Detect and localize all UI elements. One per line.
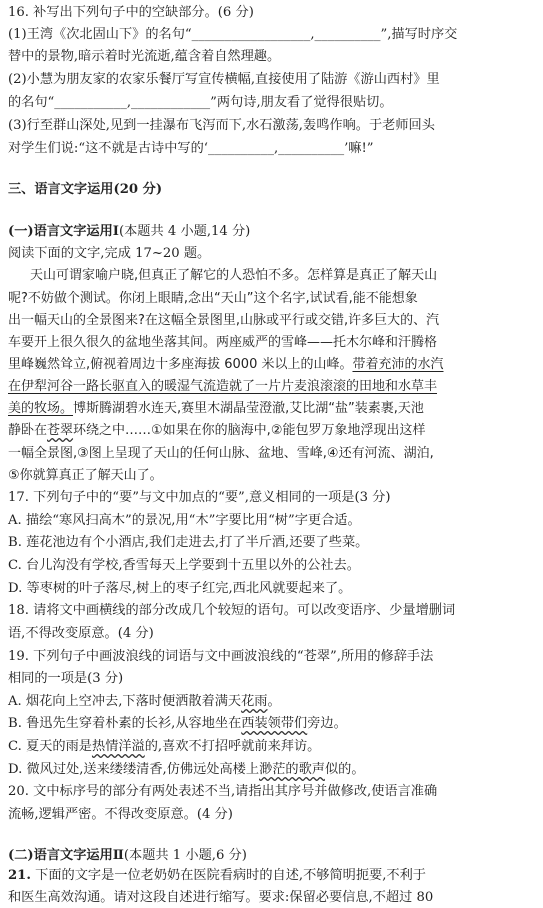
q19-option-a	[8, 692, 281, 712]
q19-option-a-end: 。	[267, 694, 281, 709]
q19-option-d-end: 似的。	[325, 762, 365, 777]
passage-line-2: 呢?不妨做个测试。你闭上眼睛,念出“天山”这个名字,试试看,能不能想象	[8, 291, 418, 306]
wavy-word-cangcui: 苍翠	[47, 423, 74, 438]
wavy-word-d: 渺茫的歌声	[259, 762, 325, 777]
q21-line-1	[8, 866, 426, 886]
wavy-word-b: 西装领带们	[241, 716, 308, 731]
q21-line-2: 和医生高效沟通。请对这段自述进行缩写。要求:保留必要信息,不超过 80	[8, 890, 434, 905]
q21-line-1-text: 下面的文字是一位老奶奶在医院看病时的自述,不够简明扼要,不利于	[30, 868, 426, 883]
underlined-sentence-middle: 在伊犁河谷一路长驱直入的暖湿气流造就了一片片麦浪滚滚的田地和水草丰	[8, 379, 438, 394]
part-2-heading	[8, 846, 247, 866]
q20-line-2: 流畅,逻辑严密。不得改变原意。(4 分)	[8, 807, 233, 822]
q16-line-3: (2)小慧为朋友家的农家乐餐厅写宣传横幅,直接使用了陆游《游山西村》里	[8, 72, 440, 87]
passage-line-8-rest: 环绕之中……①如果在你的脑海中,②能包罗万象地浮现出这样	[73, 423, 426, 438]
q16-line-5: (3)行至群山深处,见到一挂瀑布飞泻而下,水石激荡,轰鸣作响。于老师回头	[8, 118, 435, 133]
q19-option-b	[8, 714, 347, 734]
q19-option-c	[8, 737, 320, 757]
q17-option-c: C. 台儿沟没有学校,香雪每天上学要到十五里以外的公社去。	[8, 558, 360, 573]
passage-line-5-plain: 里峰巍然耸立,俯视着周边十多座海拔 6000 米以上的山峰。	[8, 357, 353, 372]
q18-line-2: 语,不得改变原意。(4 分)	[8, 626, 154, 641]
q19-line-1: 19. 下列句子中画波浪线的词语与文中画波浪线的“苍翠”,所用的修辞手法	[8, 649, 434, 664]
passage-line-7	[8, 399, 424, 419]
q16-line-2: 替中的景物,暗示着时光流逝,蕴含着自然理趣。	[8, 49, 281, 64]
part-2-meta: (本题共 1 小题,6 分)	[123, 848, 247, 863]
q20-line-1: 20. 文中标序号的部分有两处表述不当,请指出其序号并做修改,使语言准确	[8, 784, 438, 799]
q19-option-c-text: C. 夏天的雨是	[8, 739, 92, 754]
q19-option-c-end: 的,喜欢不打招呼就前来拜访。	[144, 739, 321, 754]
part-1-heading	[8, 222, 250, 242]
q19-line-2: 相同的一项是(3 分)	[8, 671, 124, 686]
passage-line-3: 出一幅天山的全景图来?在这幅全景图里,山脉或平行或交错,许多巨大的、汽	[8, 313, 440, 328]
q17-stem: 17. 下列句子中的“要”与文中加点的“要”,意义相同的一项是(3 分)	[8, 490, 391, 505]
q17-option-a: A. 描绘“寒风扫高木”的景况,用“木”字要比用“树”字更合适。	[8, 513, 361, 528]
q16-title: 16. 补写出下列句子中的空缺部分。(6 分)	[8, 5, 254, 20]
q16-line-4: 的名句“___________,____________”两句诗,朋友看了觉得很贴切。	[8, 95, 393, 110]
passage-line-8	[8, 421, 425, 441]
passage-line-7-plain: 博斯腾湖碧水连天,赛里木湖晶莹澄澈,艾比湖“盐”装素裹,天池	[73, 401, 424, 416]
part-1-intro: 阅读下面的文字,完成 17~20 题。	[8, 246, 211, 261]
passage-line-10: ⑤你就算真正了解天山了。	[8, 468, 163, 483]
underlined-sentence-end: 美的牧场。	[8, 401, 74, 416]
wavy-word-a: 花雨	[241, 694, 268, 709]
q19-option-d	[8, 760, 365, 780]
part-2-title: (二)语言文字运用Ⅱ	[8, 848, 124, 863]
q17-option-d: D. 等枣树的叶子落尽,树上的枣子红完,西北风就要起来了。	[8, 581, 352, 596]
q21-number: 21.	[8, 868, 31, 883]
passage-line-8-start: 静卧在	[8, 423, 48, 438]
q17-option-b: B. 莲花池边有个小酒店,我们走进去,打了半斤酒,还要了些菜。	[8, 535, 369, 550]
underlined-sentence-start: 带着充沛的水汽	[352, 357, 444, 372]
section-3-heading: 三、语言文字运用(20 分)	[8, 182, 163, 197]
passage-line-4: 车要开上很久很久的盆地坐落其间。两座威严的雪峰——托木尔峰和汗腾格	[8, 335, 438, 350]
q16-line-1: (1)王湾《次北固山下》的名句“__________________,__________”,描写时序交	[8, 27, 458, 42]
q19-option-b-end: 旁边。	[307, 716, 347, 731]
q19-option-b-text: B. 鲁迅先生穿着朴素的长衫,从容地坐在	[8, 716, 242, 731]
part-1-meta: (本题共 4 小题,14 分)	[118, 224, 251, 239]
passage-line-1: 天山可谓家喻户晓,但真正了解它的人恐怕不多。怎样算是真正了解天山	[30, 268, 438, 283]
part-1-title: (一)语言文字运用Ⅰ	[8, 224, 119, 239]
q18-line-1: 18. 请将文中画横线的部分改成几个较短的语句。可以改变语序、少量增删词	[8, 603, 456, 618]
passage-line-9: 一幅全景图,③图上呈现了天山的任何山脉、盆地、雪峰,④还有河流、湖泊,	[8, 446, 434, 461]
passage-line-5	[8, 355, 444, 375]
wavy-word-c: 热情洋溢	[91, 739, 145, 754]
q19-option-a-text: A. 烟花向上空冲去,下落时便洒散着满天	[8, 694, 242, 709]
q16-line-6: 对学生们说:“这不就是古诗中写的‘__________,__________’嘛!”	[8, 141, 374, 156]
q19-option-d-text: D. 微风过处,送来缕缕清香,仿佛远处高楼上	[8, 762, 260, 777]
